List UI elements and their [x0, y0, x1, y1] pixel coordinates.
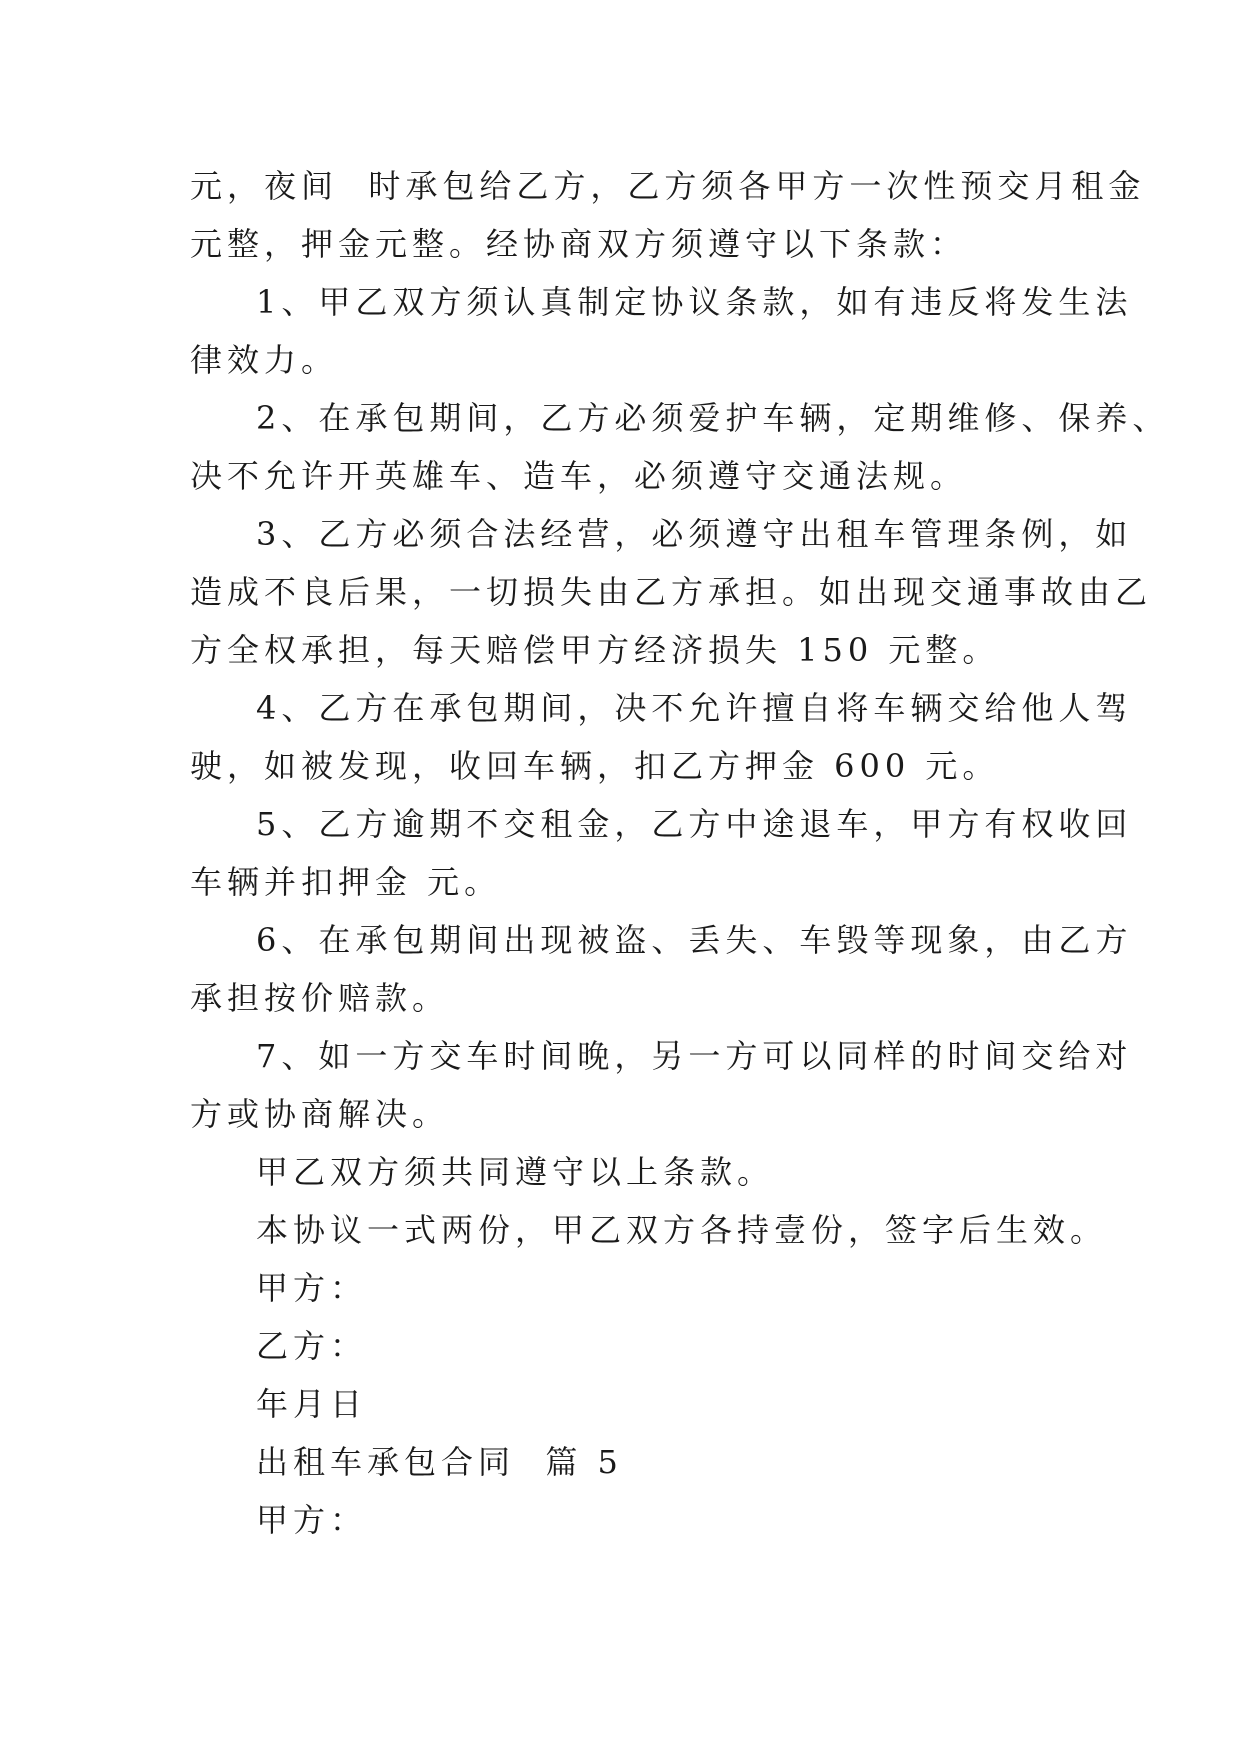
clause-3-line: 3、乙方必须合法经营，必须遵守出租车管理条例，如	[256, 515, 1133, 553]
clause-1-line: 1、甲乙双方须认真制定协议条款，如有违反将发生法	[256, 283, 1133, 321]
clause-7-line: 7、如一方交车时间晚，另一方可以同样的时间交给对	[256, 1037, 1133, 1075]
text-line: 方全权承担，每天赔偿甲方经济损失 150 元整。	[190, 631, 1000, 669]
clause-2-line: 2、在承包期间，乙方必须爱护车辆，定期维修、保养、	[256, 399, 1170, 437]
clause-5-line: 5、乙方逾期不交租金，乙方中途退车，甲方有权收回	[256, 805, 1133, 843]
clause-6-line: 6、在承包期间出现被盗、丢失、车毁等现象，由乙方	[256, 921, 1133, 959]
text-line: 决不允许开英雄车、造车，必须遵守交通法规。	[190, 457, 968, 495]
text-line: 方或协商解决。	[190, 1095, 450, 1133]
text-line: 律效力。	[190, 341, 339, 379]
clause-4-line: 4、乙方在承包期间，决不允许擅自将车辆交给他人驾	[256, 689, 1133, 727]
text-line: 元整，押金元整。经协商双方须遵守以下条款：	[190, 225, 968, 263]
text-line: 承担按价赔款。	[190, 979, 450, 1017]
date-label: 年月日	[256, 1385, 368, 1423]
party-b-label: 乙方：	[256, 1327, 368, 1365]
text-line: 元，夜间 时承包给乙方，乙方须各甲方一次性预交月租金	[190, 167, 1146, 205]
text-line: 本协议一式两份，甲乙双方各持壹份，签字后生效。	[256, 1211, 1108, 1249]
section-heading: 出租车承包合同 篇 5	[256, 1443, 623, 1481]
text-line: 造成不良后果，一切损失由乙方承担。如出现交通事故由乙	[190, 573, 1153, 611]
text-line: 车辆并扣押金 元。	[190, 863, 502, 901]
text-line: 驶，如被发现，收回车辆，扣乙方押金 600 元。	[190, 747, 1000, 785]
party-a-label: 甲方：	[256, 1501, 368, 1539]
text-line: 甲乙双方须共同遵守以上条款。	[256, 1153, 775, 1191]
party-a-label: 甲方：	[256, 1269, 368, 1307]
